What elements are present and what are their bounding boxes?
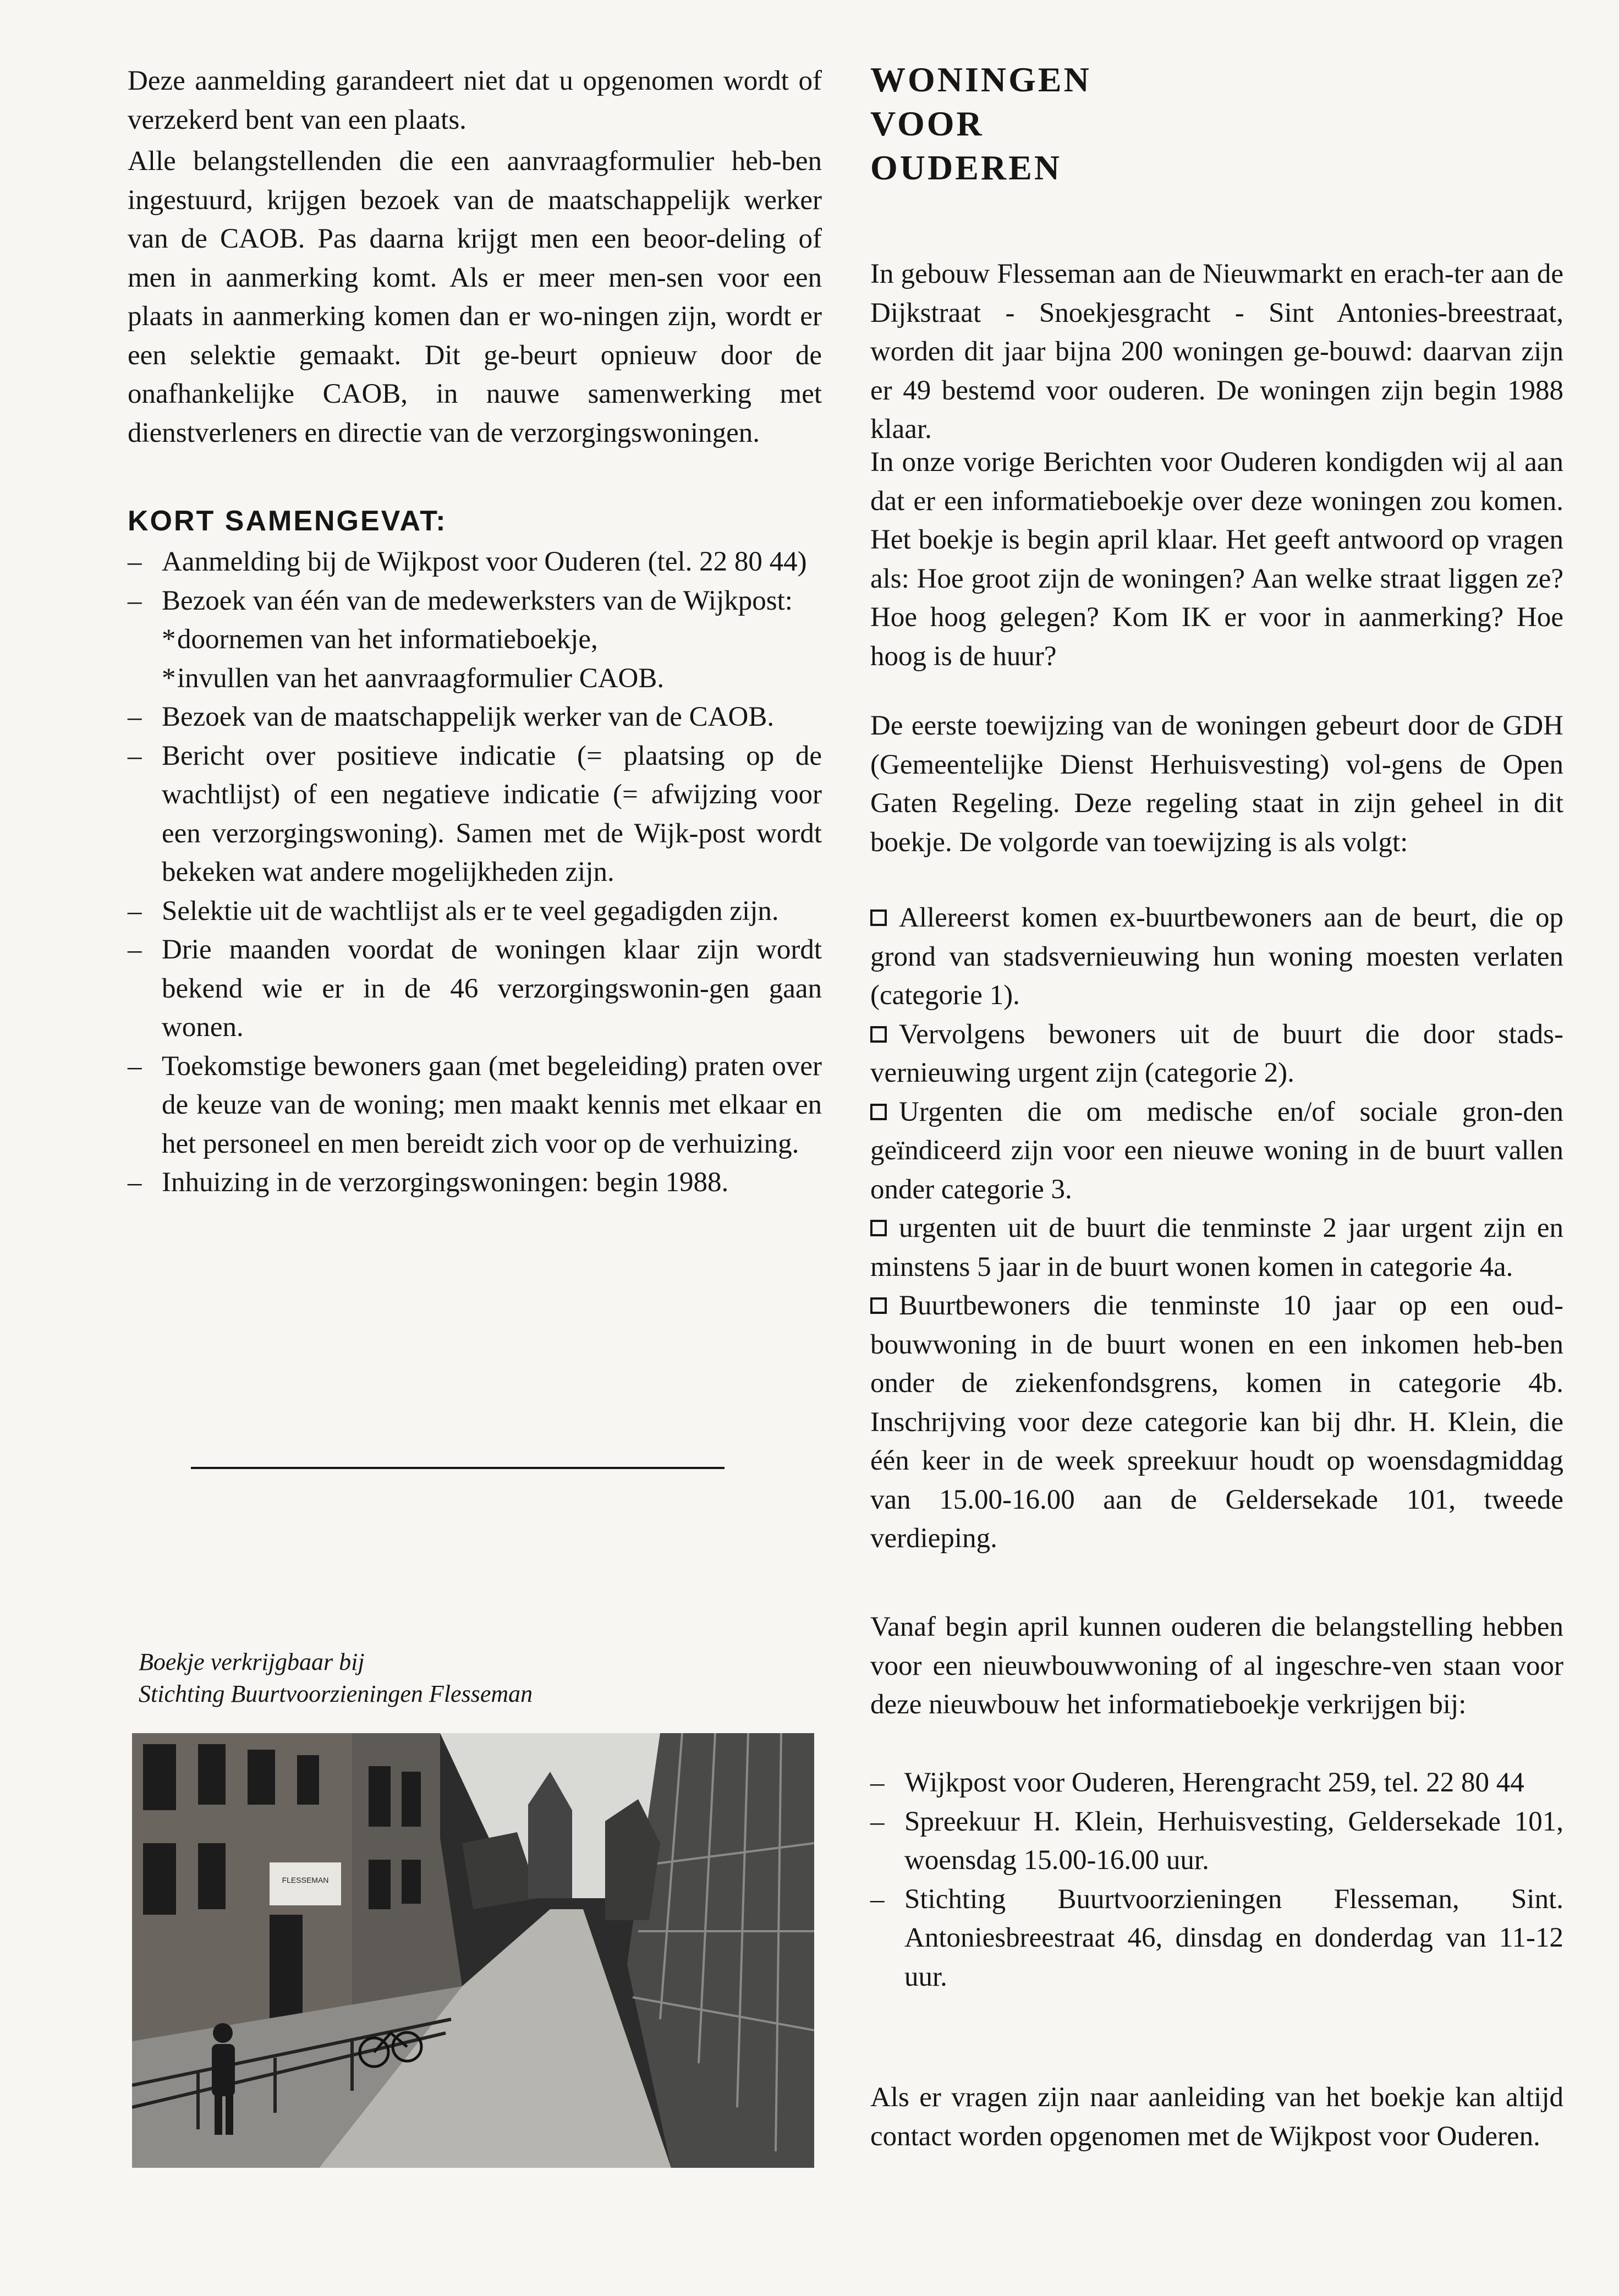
list-item: – Drie maanden voordat de woningen klaar zijn wordt bekend wie er in de 46 verzorgingswonin-gen gaan wonen. bbox=[128, 930, 822, 1047]
category-list bbox=[870, 898, 1563, 1558]
list-item: – Bericht over positieve indicatie (= plaatsing op de wachtlijst) of een negatieve indicatie (= afwijzing voor een verzorgingswoning). Samen met de Wijk-post wordt bekeken wat andere mogelijkheden zijn. bbox=[128, 737, 822, 892]
checkbox-icon bbox=[870, 1026, 887, 1043]
street-photo bbox=[132, 1733, 814, 2168]
informatieboekje-paragraph: In onze vorige Berichten voor Ouderen kondigden wij al aan dat er een informatieboekje over deze woningen zou komen. Het boekje is begin april klaar. Het geeft antwoord op vragen als: Hoe groot zijn de woningen? Aan welke straat liggen ze? Hoe hoog gelegen? Kom IK er voor in aanmerking? Hoe hoog is de huur? bbox=[870, 447, 1563, 672]
kort-samengevat-heading: KORT SAMENGEVAT: bbox=[128, 505, 447, 537]
checkbox-icon bbox=[870, 1297, 887, 1314]
address-item: – Stichting Buurtvoorzieningen Flesseman, Sint. Antoniesbreestraat 46, dinsdag en donderdag van 11-12 uur. bbox=[870, 1880, 1563, 1997]
intro-paragraph-right: In gebouw Flesseman aan de Nieuwmarkt en erach-ter aan de Dijkstraat - Snoekjesgracht - Sint Antonies-breestraat, worden dit jaar bijna 200 woningen ge-bouwd: daarvan zijn er 49 bestemd voor ouderen. De woningen zijn begin 1988 klaar. bbox=[870, 259, 1563, 445]
address-item: – Wijkpost voor Ouderen, Herengracht 259, tel. 22 80 44 bbox=[870, 1763, 1563, 1802]
category-item: Vervolgens bewoners uit de buurt die door stads-vernieuwing urgent zijn (categorie 2). bbox=[870, 1018, 1563, 1088]
sub-list bbox=[162, 620, 822, 698]
page-title: WONINGEN VOOR OUDEREN bbox=[870, 60, 1091, 187]
list-item: – Aanmelding bij de Wijkpost voor Ouderen (tel. 22 80 44) bbox=[128, 543, 822, 582]
category-item: Allereerst komen ex-buurtbewoners aan de beurt, die op grond van stadsvernieuwing hun woning moesten verlaten (categorie 1). bbox=[870, 902, 1563, 1011]
checkbox-icon bbox=[870, 1104, 887, 1120]
aanvraag-paragraph: Alle belangstellenden die een aanvraagformulier heb-ben ingestuurd, krijgen bezoek van de maatschappelijk werker van de CAOB. Pas daarna krijgt men een beoor-deling of men in aanmerking komt. Als er meer men-sen voor een plaats in aanmerking komen dan er wo-ningen zijn, wordt er een selektie gemaakt. Dit ge-beurt opnieuw door de onafhankelijke CAOB, in nauwe samenwerking met dienstverleners en directie van de verzorgingswoningen. bbox=[128, 146, 822, 448]
list-item: – Toekomstige bewoners gaan (met begeleiding) praten over de keuze van de woning; men maakt kennis met elkaar en het personeel en men bereidt zich voor op de verhuizing. bbox=[128, 1047, 822, 1164]
checkbox-icon bbox=[870, 1220, 887, 1236]
photo-sign-text: FLESSEMAN bbox=[282, 1876, 329, 1884]
category-item: Urgenten die om medische en/of sociale gron-den geïndiceerd zijn voor een nieuwe woning in de buurt vallen onder categorie 3. bbox=[870, 1096, 1563, 1205]
sub-list-item: * invullen van het aanvraagformulier CAOB. bbox=[162, 659, 822, 698]
list-item: – Selektie uit de wachtlijst als er te veel gegadigden zijn. bbox=[128, 892, 822, 931]
street-photo-illustration bbox=[132, 1733, 814, 2168]
sub-list-item: * doornemen van het informatieboekje, bbox=[162, 620, 822, 659]
verkrijgbaar-paragraph: Vanaf begin april kunnen ouderen die belangstelling hebben voor een nieuwbouwwoning of al ingeschre-ven staan voor deze nieuwbouw het informatieboekje verkrijgen bij: bbox=[870, 1612, 1563, 1720]
category-item: Buurtbewoners die tenminste 10 jaar op een oud-bouwwoning in de buurt wonen en een inkomen heb-ben onder de ziekenfondsgrens, komen in categorie 4b. Inschrijving voor deze categorie kan bij dhr. H. Klein, die één keer in de week spreekuur houdt op woensdagmiddag van 15.00-16.00 aan de Geldersekade 101, tweede verdieping. bbox=[870, 1290, 1563, 1554]
divider-rule bbox=[191, 1467, 725, 1469]
toewijzing-paragraph: De eerste toewijzing van de woningen gebeurt door de GDH (Gemeentelijke Dienst Herhuisvesting) vol-gens de Open Gaten Regeling. Deze regeling staat in zijn geheel in dit boekje. De volgorde van toewijzing is als volgt: bbox=[870, 710, 1563, 858]
summary-list bbox=[128, 543, 822, 1202]
photo-caption: Boekje verkrijgbaar bij Stichting Buurtvoorzieningen Flesseman bbox=[139, 1648, 533, 1707]
address-list bbox=[870, 1763, 1563, 1996]
list-item: – Inhuizing in de verzorgingswoningen: begin 1988. bbox=[128, 1163, 822, 1202]
intro-paragraph: Deze aanmelding garandeert niet dat u opgenomen wordt of verzekerd bent van een plaats. bbox=[128, 65, 822, 135]
address-item: – Spreekuur H. Klein, Herhuisvesting, Geldersekade 101, woensdag 15.00-16.00 uur. bbox=[870, 1802, 1563, 1880]
checkbox-icon bbox=[870, 909, 887, 926]
list-item: – Bezoek van de maatschappelijk werker van de CAOB. bbox=[128, 698, 822, 737]
list-item: – Bezoek van één van de medewerksters van de Wijkpost: * doornemen van het informatieboekje, * invullen van het aanvraagformulier CAOB. bbox=[128, 582, 822, 698]
category-item: urgenten uit de buurt die tenminste 2 jaar urgent zijn en minstens 5 jaar in de buurt wonen komen in categorie 4a. bbox=[870, 1213, 1563, 1283]
contact-paragraph: Als er vragen zijn naar aanleiding van het boekje kan altijd contact worden opgenomen met de Wijkpost voor Ouderen. bbox=[870, 2082, 1563, 2152]
